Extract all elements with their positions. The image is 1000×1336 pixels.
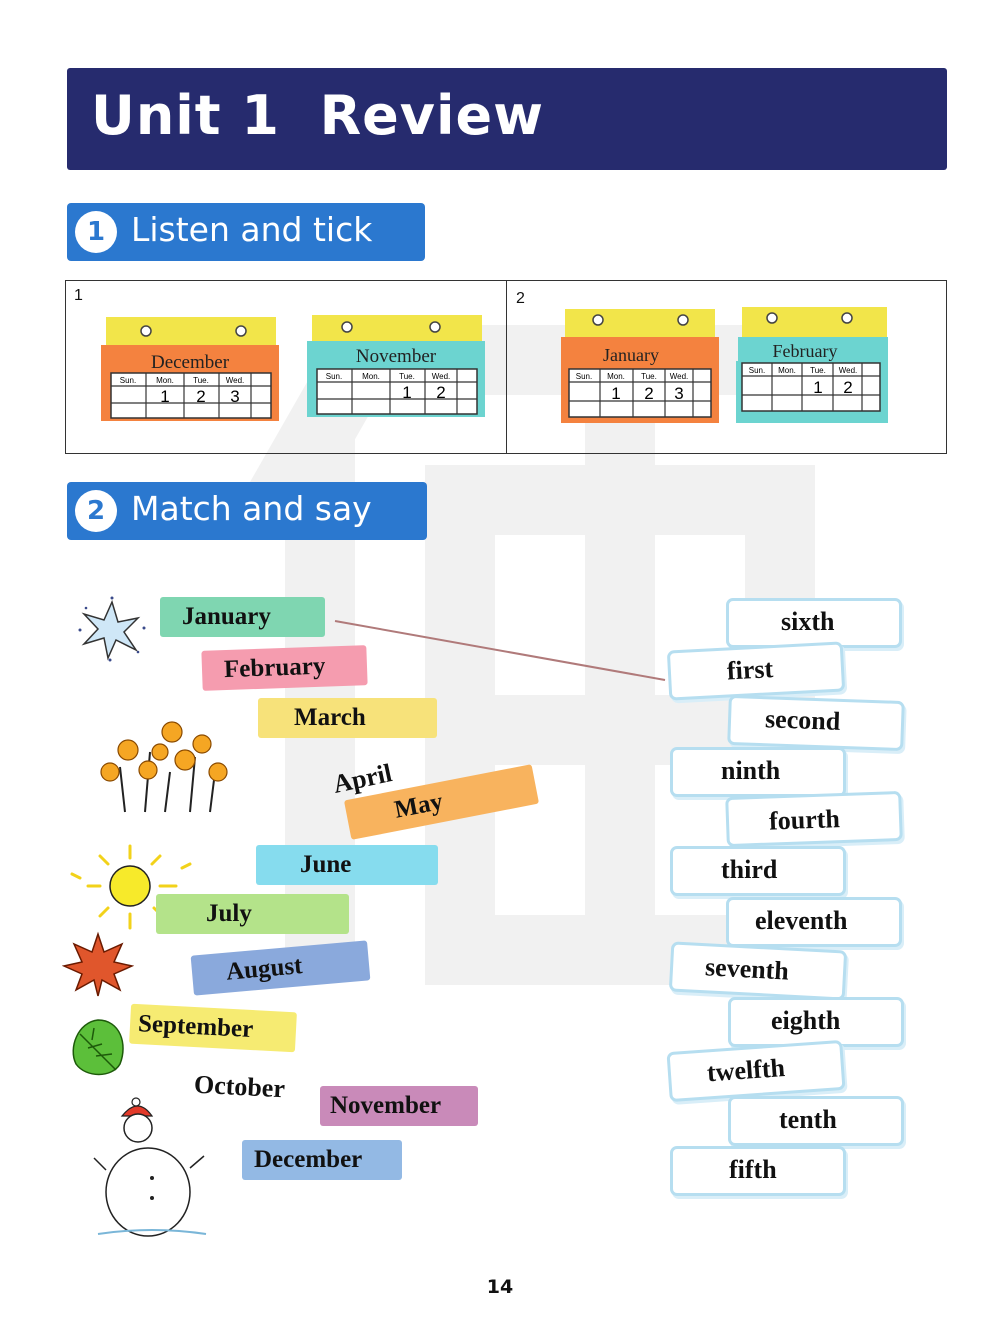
month-tag-december[interactable]: December <box>242 1140 402 1180</box>
ordinal-card[interactable]: sixth <box>726 598 902 648</box>
month-tag-july[interactable]: July <box>156 894 349 934</box>
ordinal-card[interactable]: twelfth <box>666 1040 845 1102</box>
section-number: 2 <box>75 490 117 532</box>
item-number: 2 <box>516 290 525 307</box>
snowflake-icon <box>72 596 152 662</box>
svg-text:Mon.: Mon. <box>156 376 174 385</box>
month-tag-june[interactable]: June <box>256 845 438 885</box>
calendar-month: November <box>355 346 437 367</box>
calendar-january[interactable] <box>553 303 723 428</box>
month-tag-may[interactable]: May <box>344 764 539 840</box>
svg-text:1: 1 <box>611 384 621 403</box>
ordinal-card[interactable]: eleventh <box>726 897 902 947</box>
section-label: Listen and tick <box>131 210 373 249</box>
month-label-april[interactable]: April <box>330 758 395 799</box>
ordinal-card[interactable]: tenth <box>728 1096 904 1146</box>
svg-text:2: 2 <box>644 384 654 403</box>
svg-text:2: 2 <box>436 383 446 402</box>
section-2-header <box>67 482 427 540</box>
month-tag-march[interactable]: March <box>258 698 437 738</box>
svg-text:Sun.: Sun. <box>325 372 343 381</box>
ordinal-card[interactable]: eighth <box>728 997 904 1047</box>
listen-tick-grid <box>65 280 947 454</box>
match-line <box>330 616 670 686</box>
svg-text:Tue.: Tue. <box>399 372 415 381</box>
ordinal-card[interactable]: fifth <box>670 1146 846 1196</box>
month-tag-february[interactable]: February <box>201 645 367 691</box>
month-tag-november[interactable]: November <box>320 1086 478 1126</box>
month-label-october[interactable]: October <box>193 1069 286 1104</box>
svg-text:Wed.: Wed. <box>838 366 858 375</box>
ordinal-card[interactable]: third <box>670 846 846 896</box>
month-tag-september[interactable]: September <box>129 1004 297 1053</box>
svg-text:2: 2 <box>843 378 853 397</box>
section-number: 1 <box>75 211 117 253</box>
svg-text:1: 1 <box>813 378 823 397</box>
calendar-december[interactable] <box>96 311 281 426</box>
page-number: 14 <box>486 1276 514 1298</box>
ordinal-card[interactable]: first <box>667 641 845 700</box>
section-1-header <box>67 203 425 261</box>
ordinal-card[interactable]: ninth <box>670 747 846 797</box>
svg-text:Mon.: Mon. <box>607 372 625 381</box>
svg-text:Wed.: Wed. <box>669 372 689 381</box>
ordinal-card[interactable]: fourth <box>725 791 903 847</box>
section-label: Match and say <box>131 489 372 528</box>
month-tag-january[interactable]: January <box>160 597 325 637</box>
svg-text:Tue.: Tue. <box>641 372 657 381</box>
calendar-month: December <box>150 352 230 373</box>
item-number: 1 <box>74 287 83 304</box>
svg-text:Wed.: Wed. <box>431 372 451 381</box>
green-leaf-icon <box>68 1014 130 1080</box>
svg-text:3: 3 <box>674 384 684 403</box>
grid-divider <box>506 281 507 453</box>
svg-text:1: 1 <box>402 383 412 402</box>
svg-text:Tue.: Tue. <box>193 376 209 385</box>
month-tag-august[interactable]: August <box>191 940 371 995</box>
svg-text:Wed.: Wed. <box>225 376 245 385</box>
svg-text:Mon.: Mon. <box>778 366 796 375</box>
calendar-month: February <box>772 341 838 361</box>
svg-text:Tue.: Tue. <box>810 366 826 375</box>
calendar-november[interactable] <box>302 309 487 424</box>
svg-text:Mon.: Mon. <box>362 372 380 381</box>
ordinal-card[interactable]: second <box>727 695 905 751</box>
svg-text:1: 1 <box>160 387 170 406</box>
calendar-month: January <box>603 345 659 365</box>
maple-leaf-icon <box>62 930 134 998</box>
svg-text:2: 2 <box>196 387 206 406</box>
ordinal-card[interactable]: seventh <box>669 941 847 1000</box>
svg-text:3: 3 <box>230 387 240 406</box>
page-title: Unit 1 Review <box>91 84 545 147</box>
flowers-icon <box>90 712 240 817</box>
svg-text:Sun.: Sun. <box>119 376 137 385</box>
calendar-february[interactable] <box>730 303 895 428</box>
svg-text:Sun.: Sun. <box>748 366 766 375</box>
unit-title-banner <box>67 68 947 170</box>
svg-text:Sun.: Sun. <box>575 372 593 381</box>
snowman-icon <box>92 1094 212 1242</box>
